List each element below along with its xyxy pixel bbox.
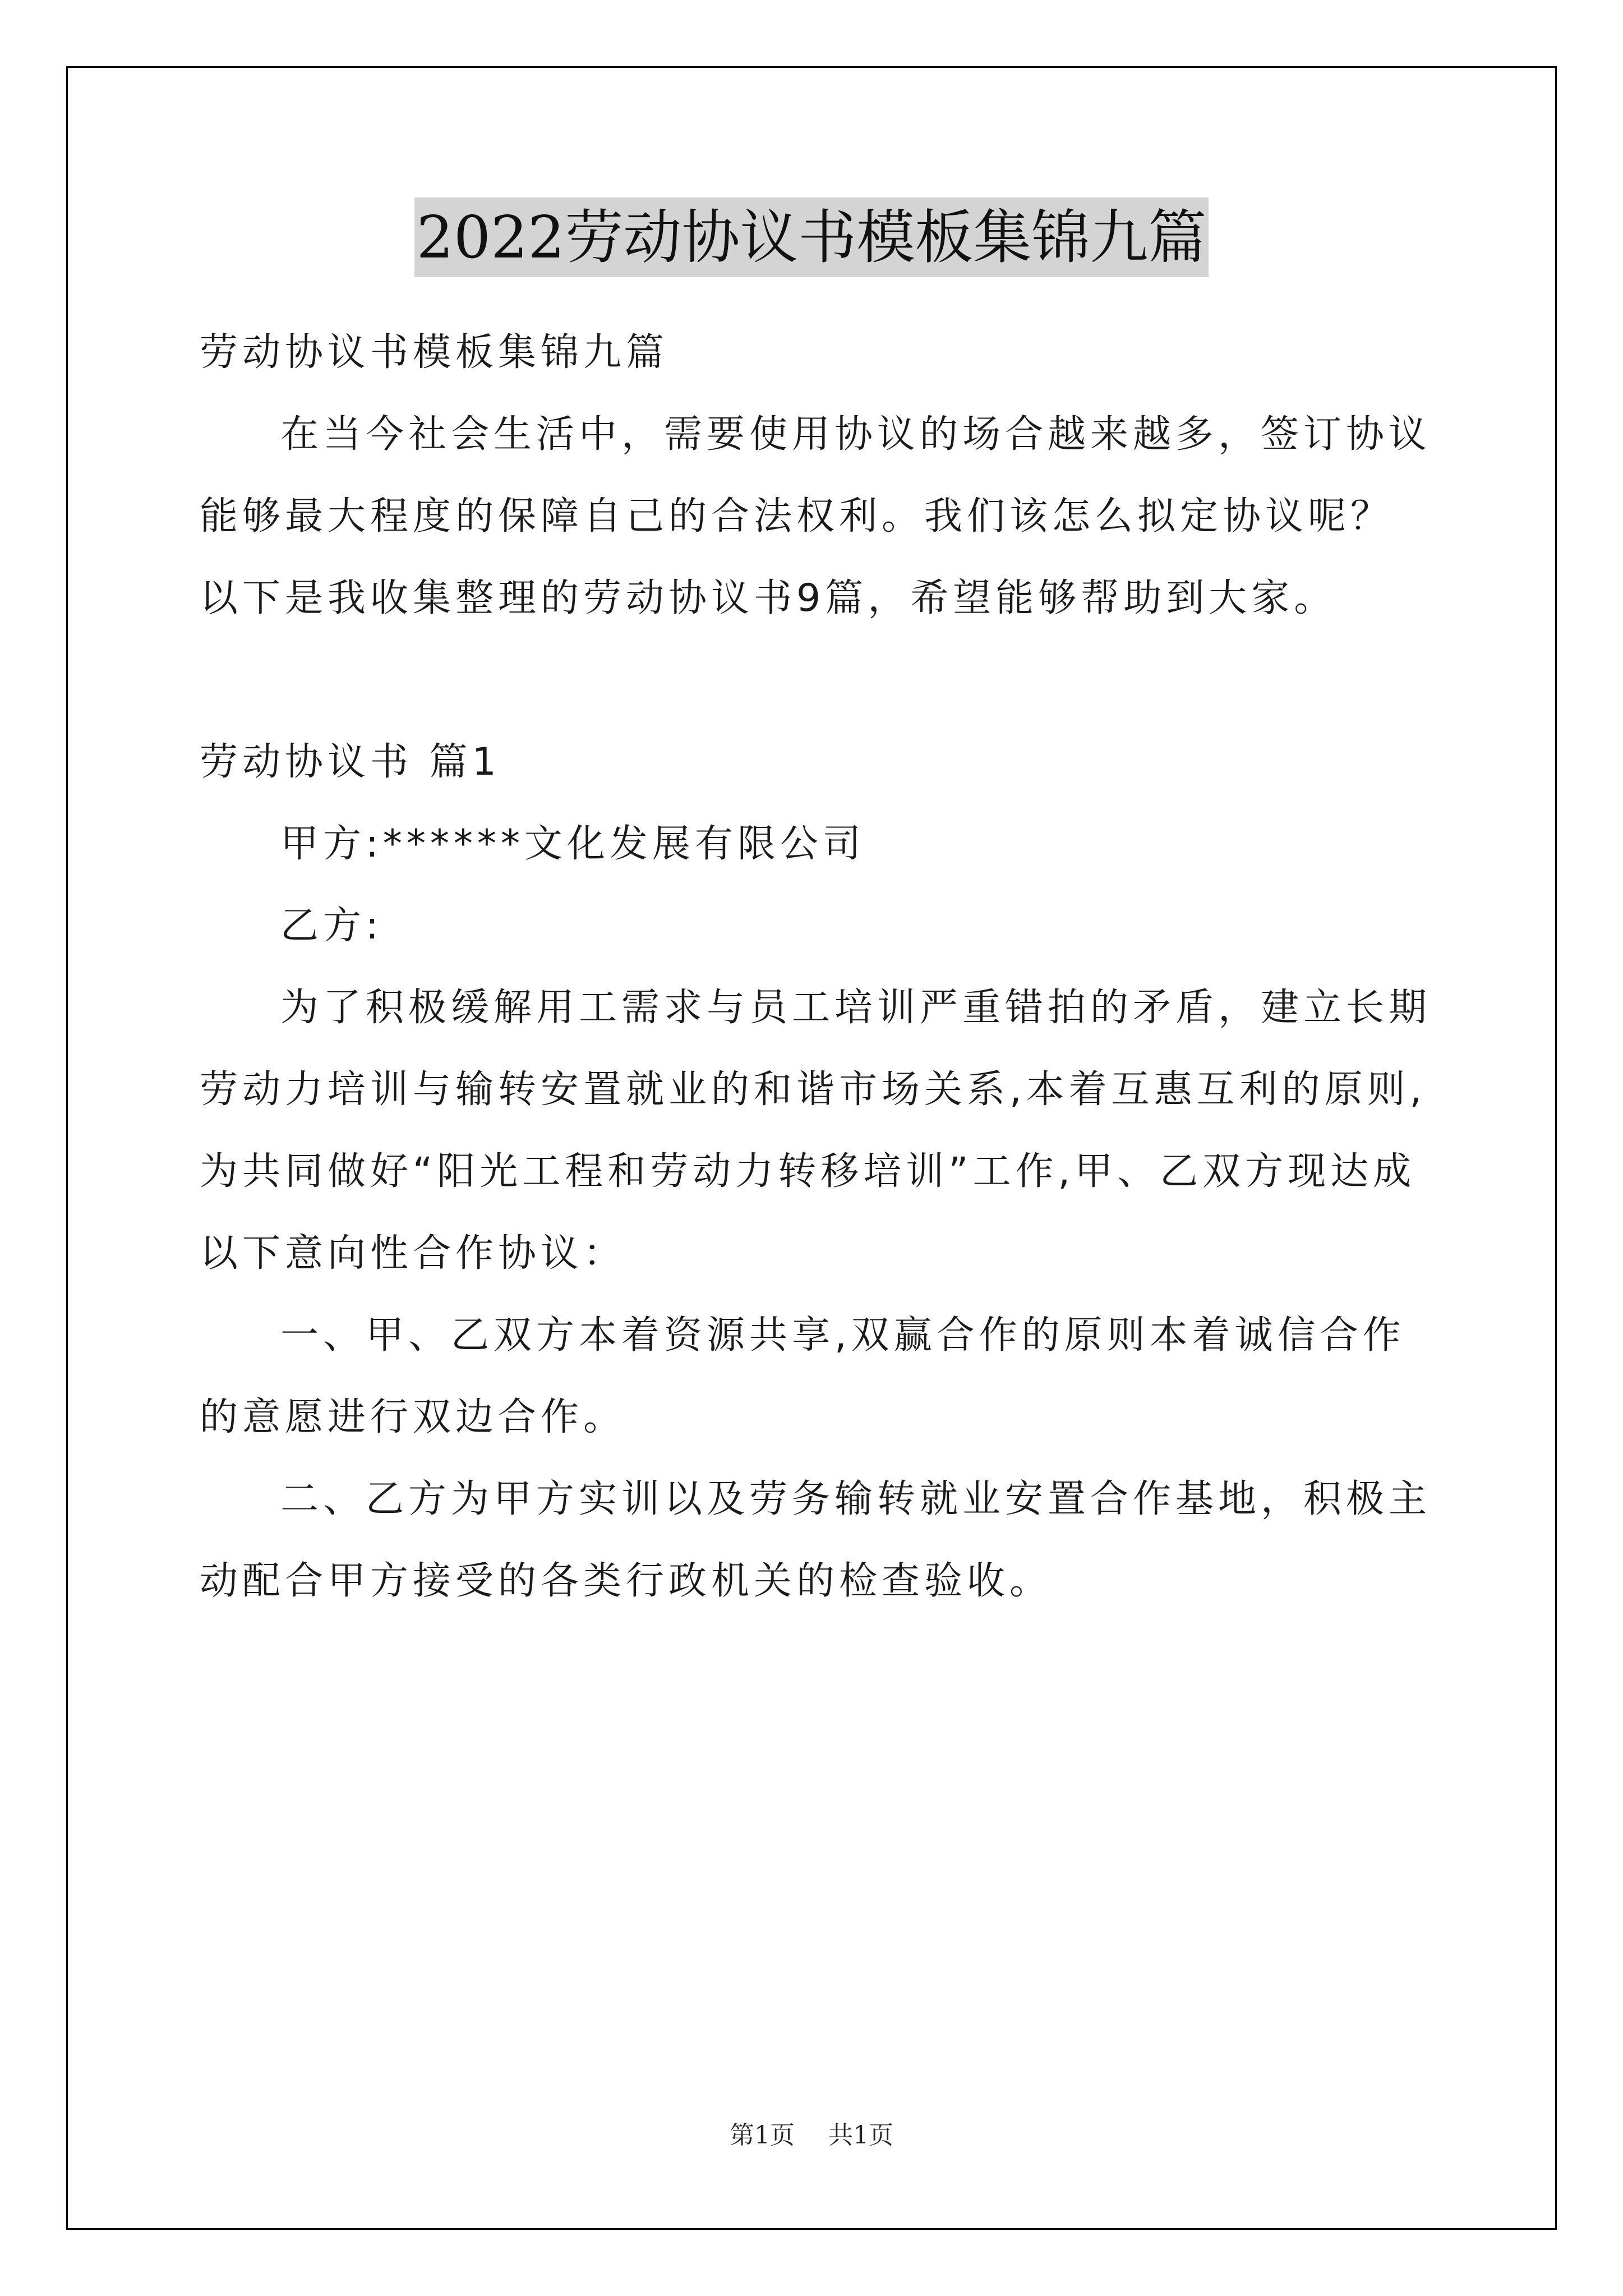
page-total: 共1页 <box>828 2121 893 2150</box>
document-title: 2022劳动协议书模板集锦九篇 <box>414 197 1209 277</box>
body-paragraph: 为了积极缓解用工需求与员工培训严重错拍的矛盾，建立长期劳动力培训与输转安置就业的和谐市场关系,本着互惠互利的原则,为共同做好“阳光工程和劳动力转移培训”工作,甲、乙双方现达成以下意向性合作协议： <box>200 986 1432 1276</box>
section-heading: 劳动协议书 篇1 <box>200 740 501 784</box>
clause-paragraph: 二、乙方为甲方实训以及劳务输转就业安置合作基地，积极主动配合甲方接受的各类行政机关的检查验收。 <box>200 1477 1432 1603</box>
page-number: 第1页 <box>730 2121 795 2150</box>
intro-paragraph: 在当今社会生活中，需要使用协议的场合越来越多，签订协议能够最大程度的保障自己的合法权利。我们该怎么拟定协议呢？以下是我收集整理的劳动协议书9篇，希望能够帮助到大家。 <box>200 412 1432 620</box>
party-b-line: 乙方: <box>280 904 383 948</box>
party-a-line: 甲方:******文化发展有限公司 <box>280 822 865 866</box>
document-body <box>200 312 1433 1622</box>
title-container <box>0 197 1623 277</box>
clause-paragraph: 一、甲、乙双方本着资源共享,双赢合作的原则本着诚信合作的意愿进行双边合作。 <box>200 1313 1405 1439</box>
section-spacer <box>200 639 1433 721</box>
page-footer <box>0 2115 1623 2151</box>
document-subtitle: 劳动协议书模板集锦九篇 <box>200 330 669 375</box>
